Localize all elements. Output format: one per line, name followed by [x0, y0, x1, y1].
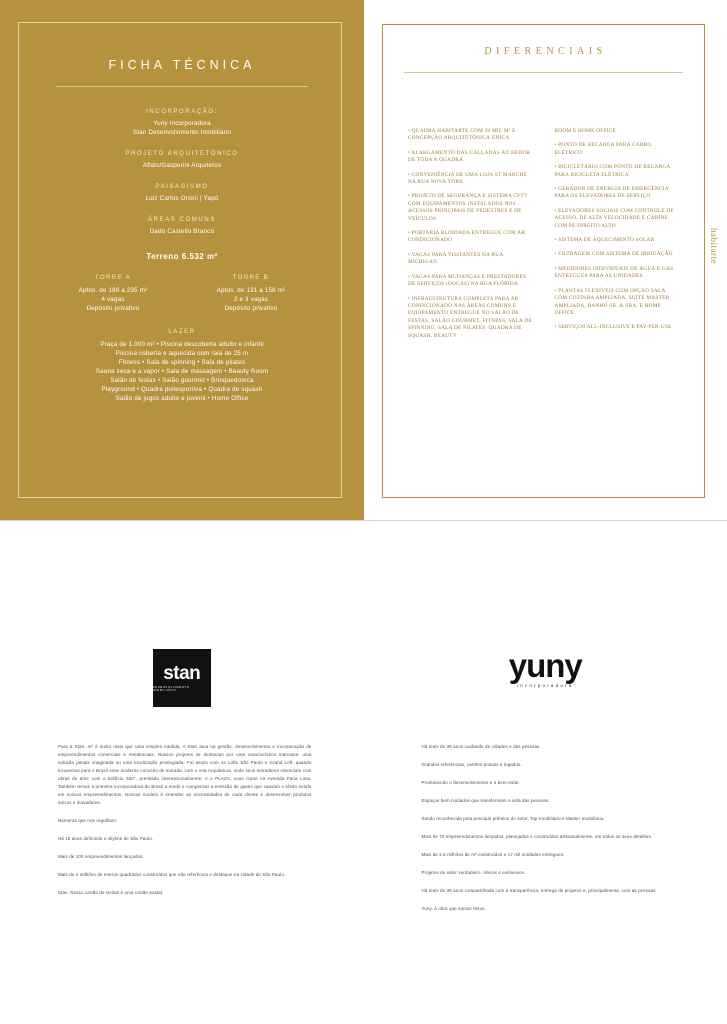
tower-line: Aptos. de 131 a 158 m²	[216, 287, 286, 294]
diferencial-item: • VAGAS PARA VISITANTES NA RUA MICHIGAN	[408, 251, 504, 266]
diferencial-item: • PLANTAS FLEXÍVEIS COM OPÇÃO SALA COM COZINHA AMPLIADA, SUÍTE MASTER AMPLIADA, BANHO SR. & SRA. E HOME OFFICE	[554, 287, 670, 316]
paragraph: Promovendo o desenvolvimento e o bem-estar.	[421, 780, 520, 785]
paragraph: Há mais de 30 anos compartilhada com a transparência, entrega de projetos e, principalmente, com as pessoas.	[421, 888, 657, 893]
stan-page	[0, 521, 364, 1024]
spec-line: Luiz Carlos Orsini | Yapô	[145, 195, 219, 202]
tower-line: 2 e 3 vagas	[233, 296, 269, 303]
diferencial-item: • GERADOR DE ENERGIA DE EMERGÊNCIA PARA OS ELEVADORES DE SERVIÇO	[554, 186, 669, 200]
lazer-line: Fitness • Sala de spinning • Sala de pilates	[118, 359, 246, 366]
paragraph: Yuny, à obra que somos feitos.	[421, 906, 486, 911]
paragraph: Mais de 70 empreendimentos lançados, planejados e construídos artesanalmente, em todos os seus detalhes.	[421, 834, 653, 839]
spec-line: Dado Castello Branco	[149, 228, 215, 235]
ficha-title: FICHA TÉCNICA	[108, 58, 256, 72]
bottom-spread	[0, 521, 727, 1024]
diferencial-item: • BICICLETÁRIO COM PONTO DE RECARGA PARA BICICLETA ELÉTRICA	[554, 164, 671, 178]
tower-head: TORRE A	[94, 275, 132, 281]
diferencial-item: • PORTARIA BLINDADA ENTREGUE COM AR CONDICIONADO	[408, 230, 526, 244]
yuny-logo-sub: incorporadora	[517, 683, 574, 688]
diferencial-item: • SISTEMA DE AQUECIMENTO SOLAR	[554, 237, 655, 244]
lazer-line: Sauna seca e a vapor • Sala de massagem • Beauty Room	[95, 368, 269, 375]
spec-line: Yuny Incorporadora	[153, 120, 211, 127]
tower-line: Aptos. de 189 a 235 m²	[78, 287, 148, 294]
tower-line: 4 vagas	[101, 296, 125, 303]
paragraph: Mais de 2 milhões de metros quadrados construídos que não referência e destaque na cidade de São Paulo.	[58, 872, 286, 877]
paragraph: Para a Stan, m² é muito mais que uma simples medida. A Stan atua na gestão, desenvolvimento e incorporação de empreendimentos comerciais e residenciais. Nossos projetos se destacam por uma característica marcante: uma solução jamais imaginada ou uma localização privilegiada. Foi assim com os Lofts São Paulo e Grand Loft, quando trouxemos para o Brasil esse moderno conceito de morada; com o Ana Arquitetura, onde seus moradores vivenciam com obras de arte; com o Edifício 360°, premiado internacionalmente; e o PLAZA, novo ícone na Avenida Faria Lima. Também temos a primeira incorporadora do Brasil a medir e compensar a emissão de gases que causam o efeito estufa em nossos empreendimentos. Nossos modelo é entender as necessidades de cada cliente e desenvolver produtos únicos e inovadores.	[58, 744, 312, 805]
spec-head: INCORPORAÇÃO:	[146, 109, 218, 115]
paragraph: Projetos de valor verdadeiro, únicos e exclusivos.	[421, 870, 526, 875]
habitarte-logo: habitarte	[709, 228, 719, 264]
diferencial-item: • MEDIDORES INDIVIDUAIS DE ÁGUA E GÁS ENTREGUES PARA AS UNIDADES	[554, 265, 674, 280]
diferencial-item: • INFRAESTRUTURA COMPLETA PARA AR CONDICIONADO NAS ÁREAS COMUNS E EQUIPAMENTO ENTREGUE NO SALÃO DE FESTAS, SALÃO GOURMET, FITNESS, SALA DE SPINNING, SALA DE PILATES, QUADRA DE SQUASH, BEAUTY	[408, 295, 533, 339]
tower-line: Depósito privativo	[224, 305, 278, 312]
tower-a	[65, 275, 161, 313]
diferencial-item: ROOM E HOME OFFICE	[554, 128, 616, 134]
ficha-tecnica-panel	[0, 0, 364, 520]
paragraph: Há 15 anos definindo o skyline de São Paulo.	[58, 836, 154, 841]
diferencial-item: • VAGAS PARA MUDANÇAS E PRESTADORES DE SERVIÇOS (DOCAS) NA RUA FLÓRIDA	[408, 273, 527, 288]
yuny-body	[422, 743, 676, 923]
diferenciais-column-right	[555, 128, 680, 347]
lazer-line: Piscina coberta e aquecida com raia de 25 m	[115, 350, 249, 357]
yuny-logo	[509, 649, 582, 689]
stan-logo-sub: DESENVOLVIMENTO IMOBILIÁRIO	[152, 685, 190, 692]
diferenciais-columns	[408, 128, 679, 347]
lazer-line: Praça de 1.000 m² • Piscina descoberta adulto e infantil	[100, 341, 264, 348]
spec-line: Aflalo/Gasperini Arquitetos	[142, 162, 222, 169]
yuny-logo-word: yuny	[508, 647, 582, 684]
lazer-head: LAZER	[168, 329, 196, 335]
spec-block	[56, 184, 308, 203]
stan-body	[58, 743, 312, 907]
paragraph: Stan. Nosso cartão de visitas é uma cartão postal.	[58, 890, 164, 895]
stan-logo-wrap	[0, 649, 364, 707]
tower-head: TORRE B	[232, 275, 270, 281]
diferenciais-title: DIFERENCIAIS	[484, 46, 607, 57]
ficha-divider	[56, 86, 308, 87]
spec-block	[56, 151, 308, 170]
diferencial-item: • ALARGAMENTO DAS CALÇADAS AO REDOR DE TODA A QUADRA	[408, 149, 531, 164]
lazer-line: Playground • Quadra poliesportiva • Quadra de squash	[101, 386, 263, 393]
stan-logo-word: stan	[163, 663, 201, 685]
diferencial-item: • ELEVADORES SOCIAIS COM CONTROLE DE ACESSO, DE ALTA VELOCIDADE E CABINE COM PÉ DIREITO ALTO	[554, 207, 674, 229]
spec-head: PAISAGISMO	[155, 184, 209, 190]
diferenciais-column-left	[408, 128, 533, 347]
paragraph: Mais de 100 empreendimentos lançados.	[58, 854, 144, 859]
paragraph: Mais de 2,5 milhões de m² construídos e 17 mil unidades entregues.	[421, 852, 565, 857]
paragraph: Grandes referências, cartões postais e legados.	[421, 762, 522, 767]
towers-group	[56, 275, 308, 313]
spec-head: PROJETO ARQUITETÔNICO	[125, 151, 239, 157]
diferencial-item: • SERVIÇOS ALL-INCLUSIVE E PAY-PER-USE	[554, 324, 672, 331]
ficha-content	[14, 14, 350, 403]
paragraph: Espaços bem cuidados que transformam a vida das pessoas.	[421, 798, 550, 803]
spec-head: ÁREAS COMUNS	[148, 217, 216, 223]
diferenciais-divider	[404, 72, 683, 73]
lazer-line: Salão de jogos adulto e juvenil • Home Office	[115, 395, 249, 402]
diferenciais-panel	[364, 0, 727, 520]
diferencial-item: • FILTRAGEM COM SISTEMA DE IRRIGAÇÃO	[554, 251, 673, 258]
diferencial-item: • PROJETO DE SEGURANÇA E SISTEMA CFTV COM EQUIPAMENTOS INSTALADOS NOS ACESSOS PRINCIPAIS DE PEDESTRES E DE VEÍCULOS	[408, 193, 528, 222]
stan-logo	[153, 649, 211, 707]
spec-line: Stan Desenvolvimento Imobiliário	[132, 129, 232, 136]
diferencial-item: • QUADRA HABITARTE COM 20 MIL M² E CONCEPÇÃO ARQUITETÔNICA ÚNICA	[408, 128, 516, 142]
diferencial-item: • CONVENIÊNCIA DE UMA LOJA ST MARCHE NA RUA NOVA YORK	[408, 171, 528, 186]
yuny-page	[364, 521, 727, 1024]
tower-line: Depósito privativo	[86, 305, 140, 312]
paragraph: Números que nos orgulham:	[58, 818, 118, 823]
diferencial-item: • PONTO DE RECARGA PARA CARRO ELÉTRICO	[554, 142, 652, 156]
spec-block	[56, 217, 308, 236]
yuny-logo-wrap	[364, 649, 727, 689]
paragraph: Há mais de 30 anos cuidando de cidades e das pessoas.	[421, 744, 541, 749]
paragraph: Sendo reconhecida pela principal prêmios do setor. Top Imobiliário e Master Imobiliário.	[421, 816, 605, 821]
lazer-line: Salão de festas • Salão gourmet • Brinquedoteca	[110, 377, 254, 384]
tower-b	[203, 275, 299, 313]
terreno-value: Terreno 6.532 m²	[146, 252, 218, 261]
spec-block	[56, 109, 308, 137]
